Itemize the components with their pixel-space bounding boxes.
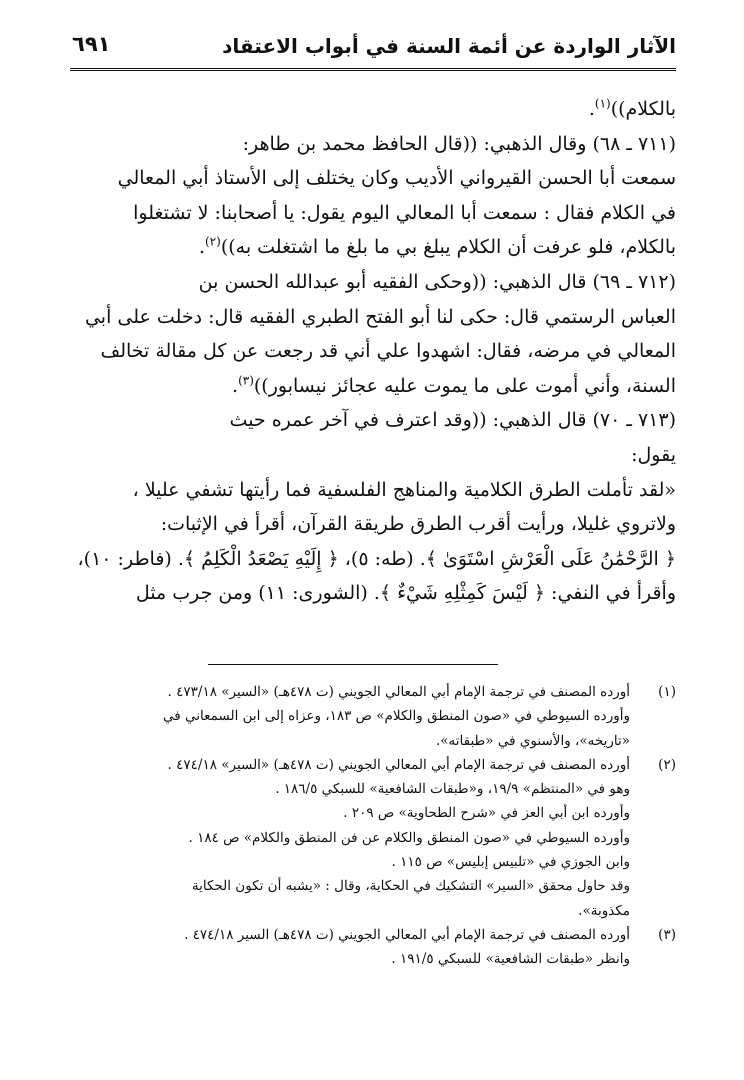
footnote-ref: (١)	[594, 96, 611, 111]
footnote	[70, 753, 676, 923]
footnotes	[70, 680, 676, 972]
header-rule	[70, 68, 676, 71]
footnote-ref: (٣)	[238, 373, 254, 388]
footnote-line: «تاريخه»، والأسنوي في «طبقاته».	[435, 732, 630, 749]
footnote-line: أورده المصنف في ترجمة الإمام أبي المعالي الجويني (ت ٤٧٨هـ) «السير» ٤٧٣/١٨ .	[167, 684, 630, 700]
footnote-line: وهو في «المنتظم» ١٩/٩، و«طبقات الشافعية» للسبكي ١٨٦/٥ .	[275, 781, 630, 798]
footnote-number: (٢)	[658, 756, 676, 773]
text-line: (٧١٣ ـ ٧٠) قال الذهبي: ((وقد اعترف في آخر عمره حيث	[229, 409, 676, 432]
main-text	[70, 92, 676, 611]
footnote-line: وقد حاول محقق «السير» التشكيك في الحكاية، وقال : «يشبه أن تكون الحكاية	[191, 878, 630, 895]
footnote-number: (١)	[658, 684, 676, 700]
text-line: في الكلام فقال : سمعت أبا المعالي اليوم يقول: يا أصحابنا: لا تشتغلوا	[133, 201, 676, 224]
text-line: سمعت أبا الحسن القيرواني الأديب وكان يختلف إلى الأستاذ أبي المعالي	[117, 167, 676, 190]
footnote-line: مكذوبة».	[578, 902, 630, 919]
page-number: ٦٩١	[72, 32, 111, 56]
footnote-line: وأورده السيوطي في «صون المنطق والكلام» ص ١٨٣، وعزاه إلى ابن السمعاني في	[163, 708, 630, 725]
footnote	[70, 680, 676, 753]
text-line: المعالي في مرضه، فقال: اشهدوا علي أني قد رجعت عن كل مقالة تخالف	[100, 340, 676, 363]
text-line: «لقد تأملت الطرق الكلامية والمناهج الفلسفية فما رأيتها تشفي عليلا ،	[132, 478, 676, 501]
text-line: بالكلام، فلو عرفت أن الكلام يبلغ بي ما بلغ ما اشتغلت به))$^{(٢)}$.	[198, 235, 676, 259]
footnote-number: (٣)	[658, 926, 676, 943]
footnote-line: أورده المصنف في ترجمة الإمام أبي المعالي الجويني (ت ٤٧٨هـ) السير ٤٧٤/١٨ .	[184, 926, 630, 943]
footnote-line: وأورده ابن أبي العز في «شرح الطحاوية» ص ٢٠٩ .	[343, 805, 630, 822]
text-line: بالكلام))$^{(١)}$.	[588, 96, 676, 120]
footnote-ref: (٢)	[204, 235, 221, 250]
footnote-line: وأورده السيوطي في «صون المنطق والكلام عن فن المنطق والكلام» ص ١٨٤ .	[188, 829, 630, 846]
footnote-line: وابن الجوزي في «تلبيس إبليس» ص ١١٥ .	[391, 854, 630, 871]
text-line: السنة، وأني أموت على ما يموت عليه عجائز نيسابور))$^{(٣)}$.	[232, 373, 676, 397]
footnote-line: وانظر «طبقات الشافعية» للسبكي ١٩١/٥ .	[391, 951, 630, 968]
page-header	[70, 30, 676, 66]
footnote-separator	[208, 664, 498, 665]
running-title: الآثار الواردة عن أئمة السنة في أبواب الاعتقاد	[222, 34, 676, 58]
footnote	[70, 923, 676, 972]
text-line: (٧١١ ـ ٦٨) وقال الذهبي: ((قال الحافظ محمد بن طاهر:	[242, 132, 676, 155]
text-line: وأقرأ في النفي: ﴿ لَيْسَ كَمِثْلِهِ شَيْءٌ ﴾. (الشورى: ١١) ومن جرب مثل	[135, 582, 676, 605]
text-line: يقول:	[631, 443, 676, 466]
text-line: ولاتروي غليلا، ورأيت أقرب الطرق طريقة القرآن، أقرأ في الإثبات:	[160, 513, 676, 536]
footnote-line: أورده المصنف في ترجمة الإمام أبي المعالي الجويني (ت ٤٧٨هـ) «السير» ٤٧٤/١٨ .	[167, 756, 630, 773]
text-line: ﴿ الرَّحْمَٰنُ عَلَى الْعَرْشِ اسْتَوَىٰ ﴾. (طه: ٥)، ﴿ إِلَيْهِ يَصْعَدُ الْكَلِمُ ﴾. (فاطر: ١٠)،	[77, 547, 676, 570]
text-line: العباس الرستمي قال: حكى لنا أبو الفتح الطبري الفقيه قال: دخلت على أبي	[84, 305, 676, 328]
text-line: (٧١٢ ـ ٦٩) قال الذهبي: ((وحكى الفقيه أبو عبدالله الحسن بن	[198, 270, 676, 293]
